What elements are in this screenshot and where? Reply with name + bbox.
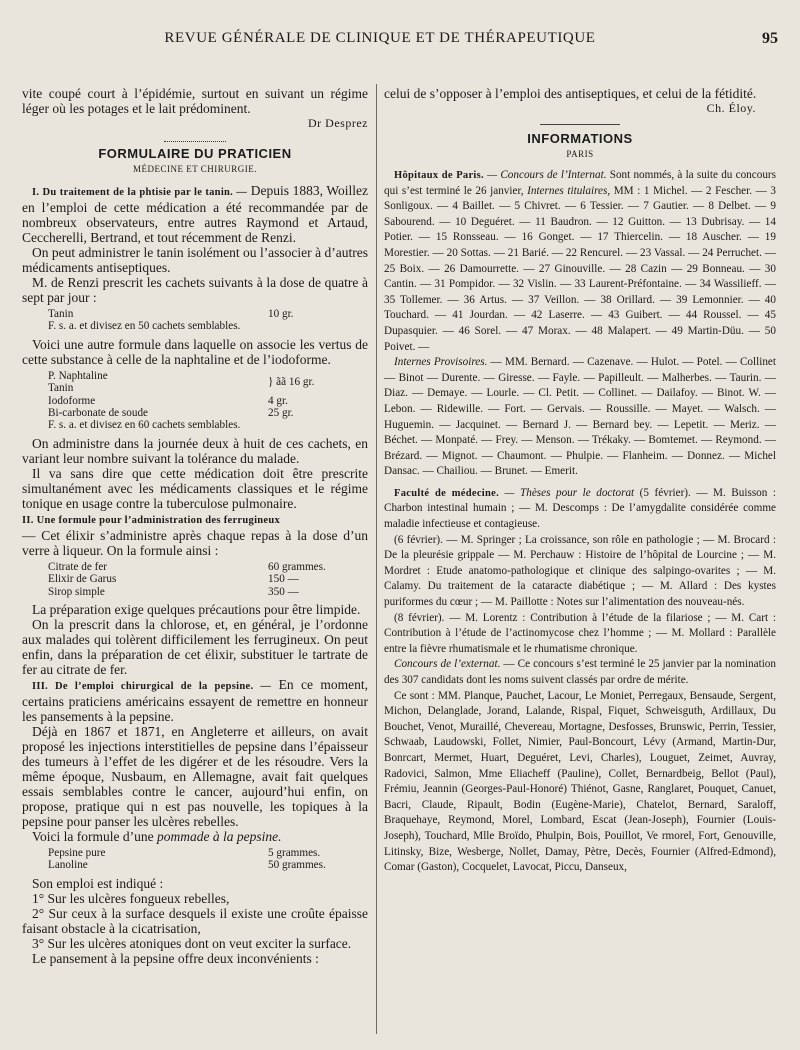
page-number: 95 xyxy=(762,30,778,47)
paragraph: On peut administrer le tanin isolément ou l’associer à d’autres médicaments antiseptiques. xyxy=(22,245,368,275)
paragraph: III. De l’emploi chirurgical de la pepsine. — En ce moment, certains praticiens américains essayent de remettre en honneur les pansements à la pepsine. xyxy=(22,677,368,725)
paragraph: On administre dans la journée deux à huit de ces cachets, en variant leur nombre suivant la tolérance du malade. xyxy=(22,435,368,466)
article-heading: Faculté de médecine. xyxy=(394,487,500,499)
left-column xyxy=(22,86,368,966)
prescription-formula xyxy=(48,561,348,598)
section-title: FORMULAIRE DU PRATICIEN xyxy=(98,146,292,161)
prescription-formula xyxy=(48,847,348,872)
bracket-amount: } ãã 16 gr. xyxy=(268,376,315,389)
article-heading: III. De l’emploi chirurgical de la pepsine. — xyxy=(32,681,272,693)
paragraph: Internes Provisoires. — MM. Bernard. — Cazenave. — Hulot. — Potel. — Collinet — Binot — Durente. — Giresse. — Fayle. — Papilleult. — Malherbes. — Taurin. — Diaz. — Demaye. — Lourle. — Cl. Petit. — Collinet. — Dailafoy. — Binot. W. — Lebon. — Ridewille. — Fort. — Gervais. — Roussille. — Mayet. — Walsch. — Huguemin. — Jacquinet. — Bernard J. — Bernard bey. — Lepetit. — Meriz. — Béchet. — Monpaté. — Frey. — Menson. — Trékaky. — Bomtemet. — Reymond. — Brézard. — Mignot. — Chaumont. — Phulpie. — Flanheim. — Donnez. — Michel Dansac. — Chailiou. — Brunet. — Emerit. xyxy=(384,356,776,478)
list-item: 2° Sur ceux à la surface desquels il existe une croûte épaisse faisant obstacle à la cicatrisation, xyxy=(22,905,368,936)
formula-row: Bi-carbonate de soude 25 gr. xyxy=(48,407,294,420)
paragraph: vite coupé court à l’épidémie, surtout en suivant un régime léger où les potages et le lait prédominent. xyxy=(22,86,368,116)
formula-row: Lanoline 50 grammes. xyxy=(48,859,326,872)
section-title: INFORMATIONS xyxy=(527,131,633,146)
formula-row: Pepsine pure 5 grammes. xyxy=(48,847,321,860)
paragraph: Voici la formule d’une pommade à la pepsine. xyxy=(32,829,282,845)
section-subtitle: PARIS xyxy=(566,149,594,159)
prescription-formula xyxy=(48,370,348,432)
article-heading: Hôpitaux de Paris. xyxy=(394,170,484,181)
running-head xyxy=(0,30,800,56)
formula-row: Citrate de fer 60 grammes. xyxy=(48,560,326,573)
paragraph: M. de Renzi prescrit les cachets suivants à la dose de quatre à sept par jour : xyxy=(22,275,368,305)
paragraph: I. Du traitement de la phtisie par le tanin. — Depuis 1883, Woillez en l’emploi de cette médication a été recommandée par de nombreux observateurs, entre autres Raymond et Artaud, Ceccherelli, Bertrand, et tout récemment de Renzi. xyxy=(22,183,369,245)
paragraph: On la prescrit dans la chlorose, et, en général, je l’ordonne aux malades qui tolèrent difficilement les ferrugineux. On peut enfin, dans la préparation de cet élixir, substituer le tartrate de fer au citrate de fer. xyxy=(22,617,368,678)
paragraph: Ce sont : MM. Planque, Pauchet, Lacour, Le Moniet, Perregaux, Bensaude, Sergent, Michon, Delanglade, Jorand, Lalande, Rispal, Fiquet, Schweisguth, Ardillaux, Du Bouchet, Venot, Muraillé, Chevereau, Mortagne, Desfosses, Brunswic, Perrin, Tessier, Schwaab, Laudowski, Follet, Nimier, Paul-Boncourt, Lévy (Armand, Martin-Dur, Bonrcart, Mermet, Huart, Deguéret, Levi, Charles), Louguet, Zeimet, Auvray, Radovici, Salmon, Mme Eliacheff (Pauline), Collet, Bernardbeig, Bellot (Paul), Frémiu, Jeannin (Georges-Paul-Honoré) Thiénot, Gasne, Ranglaret, Pouquet, Canuet, Bacri, Claude, Ripault, Bodin (Eugène-Marie), Chatelot, Bernard, Saraloff, Braquehaye, Reymond, Morel, Lombard, Escat (Jean-Joseph), Fournier (Louis-Joseph), Touchard, Mlle Broïdo, Phulpin, Bois, Pouillot, Ve rmorel, Fort, Genouville, Litinsky, Bize, Wesberge, Nollet, Damay, Pètre, Decès, Fournier (Alfred-Edmond), Comar (Gaston), Cocquelet, Lavocat, Piccu, Danseux, xyxy=(384,689,776,874)
paragraph: Faculté de médecine. — Thèses pour le doctorat (5 février). — M. Buisson : Charbon intestinal humain ; — M. Descomps : De l’amygdalite considérée comme maladie infectieuse et contagieuse. xyxy=(384,486,776,531)
paragraph: (8 février). — M. Lorentz : Contribution à l’étude de la filariose ; — M. Cart : Contribution à l’étude de l’actinomycose chez l’homme ; — M. Mollard : Parallèle entre la fièvre rhumatismale et le rhumatisme chronique. xyxy=(384,611,776,655)
article-heading: I. Du traitement de la phtisie par le tanin. — xyxy=(32,187,248,198)
list-item: 3° Sur les ulcères atoniques dont on veut exciter la surface. xyxy=(32,935,352,951)
article-heading: II. Une formule pour l’administration des ferrugineux xyxy=(22,514,281,526)
column-divider xyxy=(376,84,377,1034)
ornament-divider xyxy=(164,135,226,142)
paragraph: Le pansement à la pepsine offre deux inconvénients : xyxy=(32,950,319,966)
formula-bracket-group: P. Naphtaline Tanin } ãã 16 gr. xyxy=(48,370,348,395)
paragraph: (6 février). — M. Springer ; La croissance, son rôle en pathologie ; — M. Brocard : De la pleurésie grippale — M. Perchauw : Histoire de l’hôpital de Lourcine ; — M. Mordret : Etude anatomo-pathologique et clinique des salpingo-ovarites ; — M. Calamy. Du traitement de la cataracte diabétique ; — M. Allard : Des kystes puriformes du cœur ; — M. Paillotte : Notes sur l’alimentation des nouveau-nés. xyxy=(384,533,776,609)
running-title: REVUE GÉNÉRALE DE CLINIQUE ET DE THÉRAPEUTIQUE xyxy=(164,30,596,46)
paragraph: Son emploi est indiqué : xyxy=(32,875,164,891)
list-item: 1° Sur les ulcères fongueux rebelles, xyxy=(32,890,230,906)
formula-row: Tanin 10 gr. xyxy=(48,308,294,320)
divider xyxy=(540,124,620,125)
signature: Dr Desprez xyxy=(308,116,368,130)
paragraph: celui de s’opposer à l’emploi des antiseptiques, et celui de la fétidité. xyxy=(384,86,757,101)
prescription-formula xyxy=(48,308,348,333)
signature: Ch. Éloy. xyxy=(706,101,756,115)
formula-note: F. s. a. et divisez en 50 cachets semblables. xyxy=(48,320,241,333)
paragraph: — Cet élixir s’administre après chaque repas à la dose d’un verre à liqueur. On la formule ainsi : xyxy=(22,527,368,558)
formula-row: Iodoforme 4 gr. xyxy=(48,394,288,407)
formula-row: Elixir de Garus 150 — xyxy=(48,573,299,586)
formula-row: Sirop simple 350 — xyxy=(48,585,299,598)
paragraph: La préparation exige quelques précautions pour être limpide. xyxy=(32,602,361,618)
formula-note: F. s. a. et divisez en 60 cachets semblables. xyxy=(48,419,241,432)
right-column xyxy=(384,86,776,876)
paragraph: Hôpitaux de Paris. — Concours de l’Internat. Sont nommés, à la suite du concours qui s’est terminé le 26 janvier, Internes titulaires, MM : 1 Michel. — 2 Fescher. — 3 Sonligoux. — 4 Baillet. — 5 Chivret. — 6 Tessier. — 7 Gautier. — 8 Delbet. — 9 Sabourend. — 10 Deguéret. — 11 Baudron. — 12 Guitton. — 13 Dubrisay. — 14 Potier. — 15 Ronsseau. — 16 Gonget. — 17 Thiercelin. — 18 Auscher. — 19 Morestier. — 20 Sottas. — 21 Barié. — 22 Rencurel. — 23 Vassal. — 24 Perruchet. — 25 Boix. — 26 Damourrette. — 27 Ginouville. — 28 Cazin — 29 Bonneau. — 30 Cantin. — 31 Pompidor. — 32 Vislin. — 33 Laurent-Préfontaine. — 34 Wassilieff. — 35 Tollemer. — 36 Artus. — 37 Veillon. — 38 Orillard. — 39 Lemonnier. — 40 Touchard. — 41 Jourdan. — 42 Laserre. — 43 Guibert. — 44 Roussel. — 45 Dupasquier. — 46 Sorel. — 47 Morax. — 48 Malapert. — 49 Martin-Düu. — 50 Poivet. — xyxy=(384,169,776,353)
paragraph: Voici une autre formule dans laquelle on associe les vertus de cette substance à celle de la naphtaline et de l’iodoforme. xyxy=(22,336,368,367)
paragraph: Il va sans dire que cette médication doit être prescrite simultanément avec les médicaments classiques et le régime tonique en usage contre la tuberculose pulmonaire. xyxy=(22,465,368,511)
paragraph: Concours de l’externat. — Ce concours s’est terminé le 25 janvier par la nomination des 307 candidats dont les noms suivent classés par ordre de mérite. xyxy=(384,658,776,686)
section-subtitle: MÉDECINE ET CHIRURGIE. xyxy=(132,164,258,174)
paragraph: Déjà en 1867 et 1871, en Angleterre et ailleurs, on avait proposé les injections interstitielles de pepsine dans l’épaisseur des tumeurs à l’effet de les digérer et de les résoudre. Vers la même époque, Nusbaum, en Allemagne, avait fait quelques essais semblables contre le cancer, aujourd’hui enfin, on propose, pratique qui n est pas nouvelle, les topiques à la pepsine pour panser les ulcères rebelles. xyxy=(22,724,368,830)
